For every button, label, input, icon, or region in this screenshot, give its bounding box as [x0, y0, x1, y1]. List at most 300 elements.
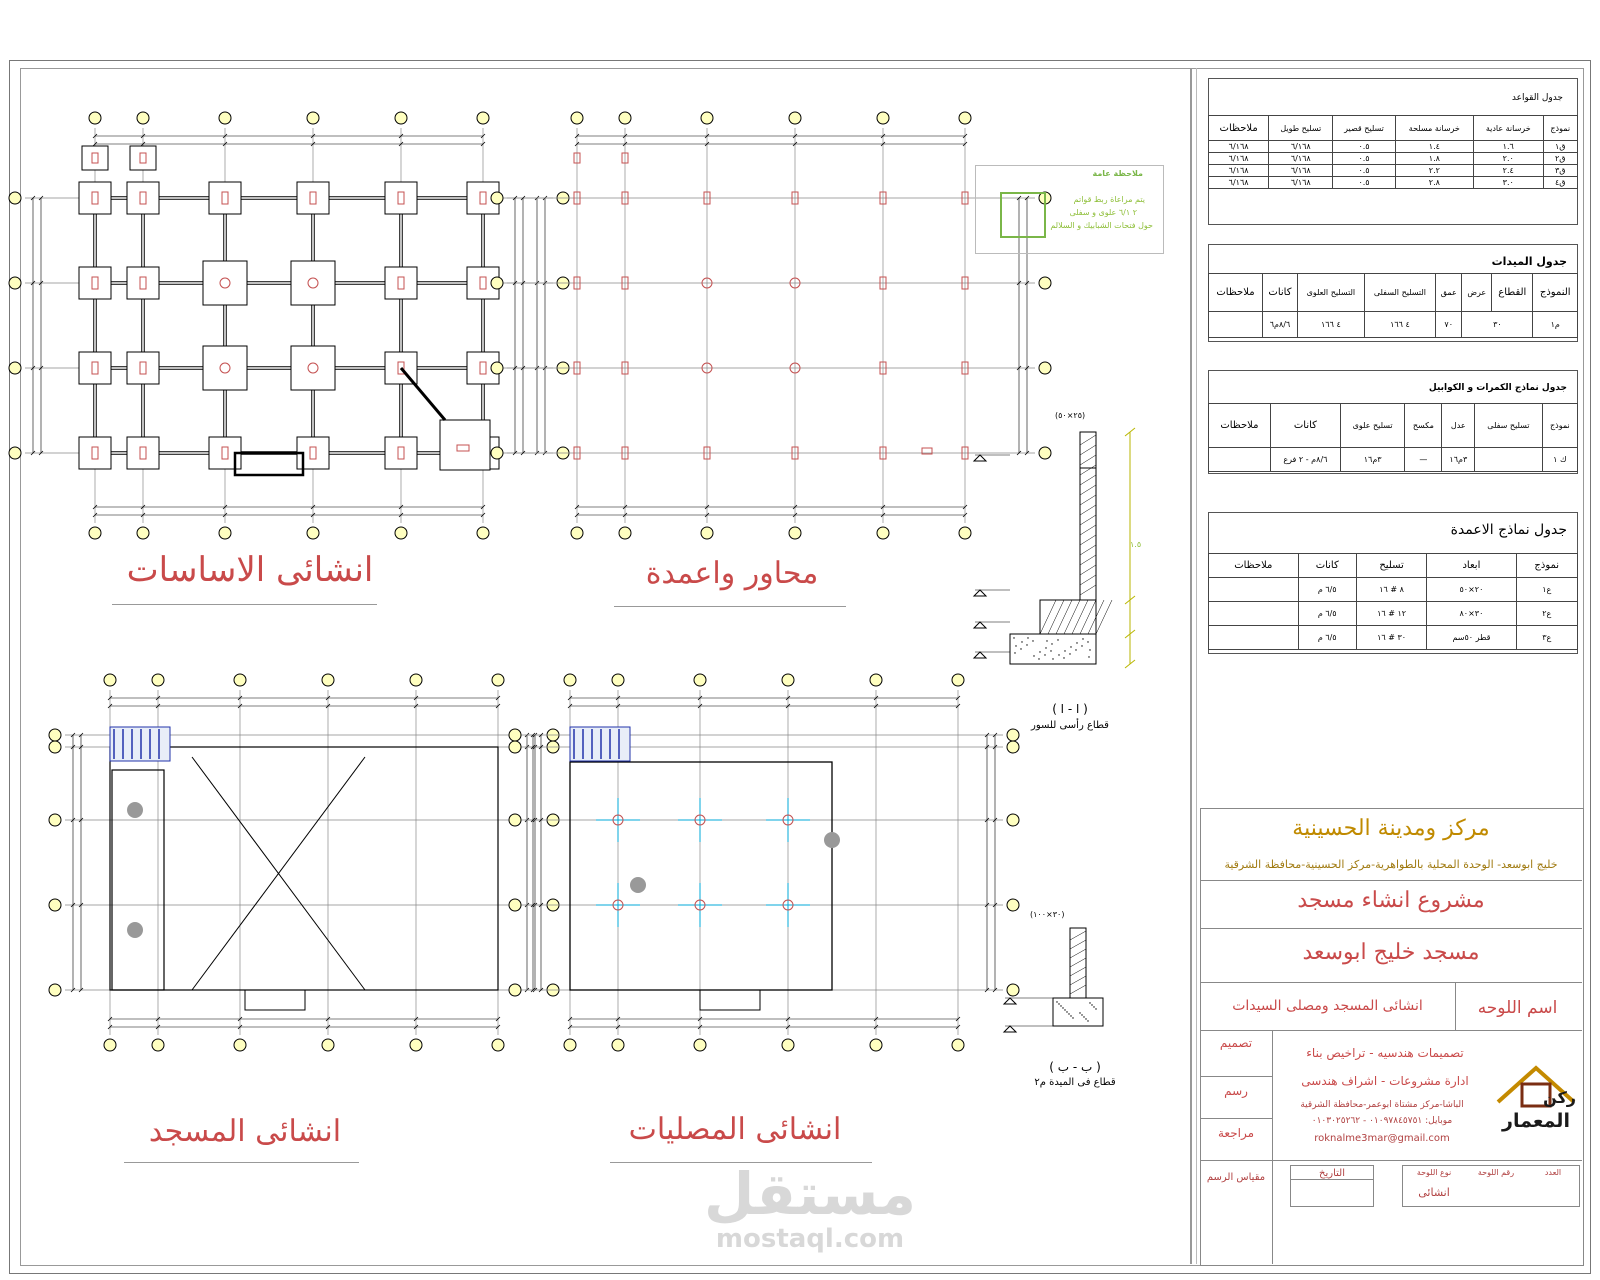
drawing-label: رسم: [1224, 1084, 1248, 1098]
axis-bubble: [1039, 447, 1051, 459]
cantilever-header-stirrups: كانات: [1270, 404, 1340, 448]
footing: [127, 267, 159, 299]
axis-bubble: [509, 729, 521, 741]
slab-outline: [110, 747, 498, 990]
columns-cell: ١٢ # ١٦: [1356, 602, 1427, 626]
columns-cell: ع٢: [1516, 602, 1578, 626]
beams-cell: م١: [1533, 312, 1578, 338]
concrete-dots: [1064, 1009, 1065, 1010]
footing: [291, 346, 335, 390]
columns-cell: ٨ # ١٦: [1356, 578, 1427, 602]
cantilever-header-bent: مكسح: [1405, 404, 1442, 448]
footing: [82, 146, 108, 170]
axis-bubble: [491, 447, 503, 459]
concrete-dots: [1091, 1004, 1092, 1005]
beams-header-width: عرض: [1462, 274, 1492, 312]
sheet-number-label: رقم اللوحة: [1477, 1168, 1515, 1177]
section-b-dim-top: (٣٠×١٠٠): [1030, 910, 1065, 919]
axis-bubble: [1007, 741, 1019, 753]
axis-bubble: [9, 447, 21, 459]
cantilever-cell: ك ١: [1542, 448, 1577, 472]
concrete-dots: [1066, 1011, 1067, 1012]
tie-beam: [401, 368, 445, 420]
concrete-dots: [1039, 651, 1040, 652]
concrete-dots: [1058, 1003, 1059, 1004]
section-hatch: [1064, 600, 1080, 634]
general-note-box: [975, 165, 1164, 254]
axis-bubble: [89, 527, 101, 539]
section-hatch: [1080, 565, 1096, 575]
section-hatch: [1070, 985, 1086, 994]
section-hatch: [1070, 931, 1086, 940]
footing: [203, 261, 247, 305]
concrete-dots: [1081, 645, 1082, 646]
axis-bubble: [789, 112, 801, 124]
stair-detail: [570, 727, 630, 761]
axis-bubble: [509, 899, 521, 911]
concrete-dots: [1033, 655, 1034, 656]
concrete-dots: [1064, 650, 1065, 651]
section-hatch: [1072, 600, 1088, 634]
footings-cell: ٢.٢: [1395, 165, 1473, 177]
table-row: [1209, 312, 1578, 338]
stair-beam: [235, 453, 303, 475]
axis-bubble: [870, 1039, 882, 1051]
mosque-name: مسجد خليج ابوسعد: [1302, 940, 1480, 965]
section-hatch: [1080, 465, 1096, 475]
concrete-dots: [1027, 637, 1028, 638]
general-note-title: ملاحظة عامة: [1092, 169, 1143, 178]
axis-bubble: [49, 741, 61, 753]
axis-bubble: [410, 674, 422, 686]
cantilever-cell: —: [1405, 448, 1442, 472]
cantilever-cell: ٣م١٦: [1442, 448, 1475, 472]
axis-bubble: [870, 674, 882, 686]
total-label: العدد: [1544, 1168, 1562, 1177]
sheet-type-value: انشائى: [1418, 1186, 1450, 1199]
axis-bubble: [104, 674, 116, 686]
axis-bubble: [701, 112, 713, 124]
axis-bubble: [571, 112, 583, 124]
axis-bubble: [104, 1039, 116, 1051]
beams-header-notes: ملاحظات: [1209, 274, 1263, 312]
cantilever-header-notes: ملاحظات: [1209, 404, 1271, 448]
table-row: [1209, 554, 1578, 578]
beams-header-depth: عمق: [1436, 274, 1462, 312]
general-note-line-1: يتم مراعاة ربط قواتم: [1073, 195, 1145, 204]
general-note-line-2: ٢ ٦/١ علوى و سفلى: [1069, 208, 1137, 217]
section-hatch: [1080, 435, 1096, 445]
table-row: [1209, 578, 1578, 602]
section-hatch: [1080, 600, 1096, 634]
footings-cell: ٦/١٦٨: [1209, 165, 1269, 177]
axis-bubble: [395, 112, 407, 124]
footings-cell: ق١: [1543, 141, 1577, 153]
fence-column-section: [1080, 432, 1096, 600]
scale-label: مقياس الرسم: [1206, 1172, 1266, 1183]
axes-columns-title-underline: [614, 606, 846, 607]
columns-cell: ع١: [1516, 578, 1578, 602]
columns-cell: ٦/٥ م: [1298, 602, 1356, 626]
foundations-title: انشائى الاساسات: [126, 550, 374, 590]
scale-divider: [1272, 1160, 1273, 1264]
section-hatch: [1080, 585, 1096, 595]
footings-cell: ٢.٨: [1395, 177, 1473, 189]
concrete-dots: [1089, 649, 1090, 650]
signature-line: [1200, 1076, 1272, 1077]
footings-cell: ٢.٤: [1473, 165, 1543, 177]
table-row: [1209, 177, 1578, 189]
footings-cell: ق٤: [1543, 177, 1577, 189]
axis-bubble: [694, 1039, 706, 1051]
axis-bubble: [782, 674, 794, 686]
review-label: مراجعة: [1217, 1126, 1255, 1140]
cantilever-header-model: نموذج: [1542, 404, 1577, 448]
level-mark: [974, 455, 986, 461]
concrete-dots: [1026, 644, 1027, 645]
stair-landing: [700, 990, 760, 1010]
axis-bubble: [1039, 362, 1051, 374]
table-row: [1209, 404, 1578, 448]
section-hatch: [1070, 949, 1086, 958]
footings-cell: ٦/١٦٨: [1209, 153, 1269, 165]
skylight-opening: [630, 877, 646, 893]
section-hatch: [1080, 515, 1096, 525]
axis-bubble: [612, 674, 624, 686]
section-hatch: [1070, 976, 1086, 985]
cantilever-cell: [1209, 448, 1271, 472]
footings-cell: ٦/١٦٨: [1269, 165, 1333, 177]
concrete-dots: [1060, 1005, 1061, 1006]
concrete-dots: [1088, 656, 1089, 657]
axis-bubble: [491, 192, 503, 204]
beams-cell: ٤ ١٦٦: [1364, 312, 1435, 338]
axis-bubble: [307, 527, 319, 539]
footings-header-notes: ملاحظات: [1209, 116, 1269, 141]
axes-columns-title: محاور واعمدة: [645, 556, 819, 591]
footing: [130, 146, 156, 170]
axis-bubble: [877, 112, 889, 124]
concrete-dots: [1014, 652, 1015, 653]
columns-header-rebar: تسليح: [1356, 554, 1427, 578]
section-hatch: [1080, 495, 1096, 505]
axis-bubble: [1007, 984, 1019, 996]
axis-bubble: [1007, 899, 1019, 911]
footings-cell: ق٢: [1543, 153, 1577, 165]
footing: [385, 182, 417, 214]
concrete-dots: [1038, 658, 1039, 659]
axis-bubble: [219, 527, 231, 539]
section-b-label: ( ب - ب ): [1049, 1060, 1101, 1074]
axis-bubble: [492, 1039, 504, 1051]
level-mark: [974, 652, 986, 658]
footings-header-long: تسليح طويل: [1269, 116, 1333, 141]
table-row: [1209, 116, 1578, 141]
columns-cell: ٣٠×٨٠: [1427, 602, 1516, 626]
beams-cell: ٣٠: [1462, 312, 1533, 338]
title-row-line: [1200, 1160, 1582, 1161]
section-hatch: [1070, 967, 1086, 976]
columns-cell: ٢٠×٥٠: [1427, 578, 1516, 602]
axis-bubble: [959, 112, 971, 124]
project-name: مشروع انشاء مسجد: [1297, 888, 1485, 913]
city-name: مركز ومدينة الحسينية: [1292, 816, 1490, 841]
logo-text: المعمار: [1502, 1110, 1570, 1132]
concrete-dots: [1015, 645, 1016, 646]
mosque-title: انشائى المسجد: [148, 1114, 342, 1149]
sheet-name: انشائى المسجد ومصلى السيدات: [1232, 998, 1423, 1014]
footing: [79, 437, 111, 469]
axis-bubble: [9, 192, 21, 204]
concrete-dots: [1070, 646, 1071, 647]
date-box: [1290, 1165, 1374, 1207]
axis-bubble: [49, 729, 61, 741]
sheet-name-divider: [1455, 982, 1456, 1030]
office-phone: موبايل: ٠١٠٩٧٨٤٥٧٥١ - ٠١٠٣٠٢٥٢٦٢: [1311, 1116, 1453, 1126]
axis-bubble: [619, 112, 631, 124]
table-row: [1209, 274, 1578, 312]
footings-cell: ٦/١٦٨: [1209, 177, 1269, 189]
skylight-opening: [824, 832, 840, 848]
concrete-dots: [1087, 641, 1088, 642]
axis-bubble: [564, 1039, 576, 1051]
concrete-dots: [1089, 1002, 1090, 1003]
prayer-halls-title: انشائى المصليات: [628, 1112, 842, 1147]
concrete-dots: [1056, 1001, 1057, 1002]
footings-cell: ٠.٥: [1333, 153, 1395, 165]
concrete-dots: [1046, 640, 1047, 641]
footing: [79, 267, 111, 299]
footings-header-reinforced: خرسانة مسلحة: [1395, 116, 1473, 141]
general-note-diagram: [1000, 192, 1046, 238]
skylight-opening: [127, 802, 143, 818]
axis-bubble: [1007, 814, 1019, 826]
columns-header-notes: ملاحظات: [1209, 554, 1299, 578]
title-row-line: [1200, 880, 1582, 881]
section-a-dim-top: (٢٥×٥٠): [1055, 411, 1086, 420]
beams-header-section: القطاع: [1492, 274, 1533, 312]
columns-cell: قطر ٥٠سم: [1427, 626, 1516, 650]
section-hatch: [1080, 535, 1096, 545]
mosque-title-underline: [124, 1162, 359, 1163]
section-hatch: [1080, 555, 1096, 565]
concrete-dots: [1068, 1013, 1069, 1014]
axis-bubble: [477, 527, 489, 539]
beams-cell: [1209, 312, 1263, 338]
axis-bubble: [322, 674, 334, 686]
footing: [127, 182, 159, 214]
axis-bubble: [477, 112, 489, 124]
columns-cell: ٦/٥ م: [1298, 578, 1356, 602]
axis-bubble: [491, 277, 503, 289]
date-label: التاريخ: [1291, 1168, 1373, 1180]
axis-bubble: [49, 814, 61, 826]
footings-cell: ١.٦: [1473, 141, 1543, 153]
table-row: [1209, 141, 1578, 153]
concrete-dots: [1093, 1006, 1094, 1007]
axis-bubble: [571, 527, 583, 539]
section-hatch: [1070, 958, 1086, 967]
concrete-dots: [1085, 1018, 1086, 1019]
concrete-dots: [1044, 654, 1045, 655]
cantilever-header-straight: عدل: [1442, 404, 1475, 448]
footing: [291, 261, 335, 305]
axis-bubble: [234, 674, 246, 686]
project-location: خليج ابوسعد- الوحدة المحلية بالطواهرية-مركز الحسينية-محافظة الشرقية: [1224, 858, 1558, 871]
axis-bubble: [701, 527, 713, 539]
footings-cell: ق٣: [1543, 165, 1577, 177]
level-mark: [974, 590, 986, 596]
section-hatch: [1048, 600, 1064, 634]
axis-bubble: [492, 674, 504, 686]
axis-bubble: [789, 527, 801, 539]
tie-beam-section: [1040, 600, 1096, 634]
signature-line: [1200, 1118, 1272, 1119]
axis-bubble: [234, 1039, 246, 1051]
footing: [127, 437, 159, 469]
concrete-dots: [1013, 637, 1014, 638]
beams-cell: ٨/٦م٦: [1262, 312, 1297, 338]
footings-cell: ٦/١٦٨: [1209, 141, 1269, 153]
concrete-dots: [1032, 640, 1033, 641]
section-hatch: [1080, 475, 1096, 485]
section-hatch: [1040, 600, 1056, 634]
office-logo: [1492, 1058, 1580, 1138]
section-hatch: [1080, 485, 1096, 495]
concrete-dots: [1052, 658, 1053, 659]
skylight-opening: [127, 922, 143, 938]
axis-bubble: [509, 741, 521, 753]
axis-bubble: [509, 984, 521, 996]
cantilever-table: [1208, 403, 1578, 472]
concrete-dots: [1058, 654, 1059, 655]
table-row: [1209, 602, 1578, 626]
axis-bubble: [49, 899, 61, 911]
axis-bubble: [877, 527, 889, 539]
concrete-dots: [1082, 638, 1083, 639]
columns-header-dims: ابعاد: [1427, 554, 1516, 578]
cantilever-table-title: جدول نماذج الكمرات و الكوابيل: [1428, 383, 1567, 393]
cantilever-cell: [1475, 448, 1543, 472]
concrete-dots: [1081, 1014, 1082, 1015]
concrete-dots: [1045, 647, 1046, 648]
concrete-dots: [1072, 1017, 1073, 1018]
beams-header-model: النموذج: [1533, 274, 1578, 312]
axis-bubble: [782, 1039, 794, 1051]
columns-cell: [1209, 602, 1299, 626]
footings-table: [1208, 115, 1578, 189]
level-mark: [1004, 998, 1016, 1004]
concrete-dots: [1050, 650, 1051, 651]
beams-header-stirrups: كانات: [1262, 274, 1297, 312]
footings-header-short: تسليح قصير: [1333, 116, 1395, 141]
section-hatch: [1080, 505, 1096, 515]
concrete-dots: [1070, 1015, 1071, 1016]
columns-table: [1208, 553, 1578, 650]
footing: [79, 352, 111, 384]
section-hatch: [1070, 940, 1086, 949]
plain-concrete-section: [1053, 998, 1103, 1026]
level-mark: [1004, 1026, 1016, 1032]
columns-cell: ع٣: [1516, 626, 1578, 650]
beams-header-bottom: التسليح السفلى: [1364, 274, 1435, 312]
axis-bubble: [322, 1039, 334, 1051]
footing: [79, 182, 111, 214]
footing: [297, 182, 329, 214]
section-hatch: [1080, 545, 1096, 555]
design-label: تصميم: [1219, 1036, 1253, 1050]
concrete-dots: [1076, 642, 1077, 643]
axis-bubble: [509, 814, 521, 826]
beams-header-top: التسليح العلوى: [1297, 274, 1364, 312]
axis-bubble: [152, 1039, 164, 1051]
axis-bubble: [491, 362, 503, 374]
section-a-label: ( ا - ا ): [1052, 702, 1088, 716]
foundations-title-underline: [112, 604, 377, 605]
footings-table-title: جدول القواعد: [1511, 93, 1563, 103]
beams-cell: ٤ ١٦٦: [1297, 312, 1364, 338]
concrete-dots: [1021, 641, 1022, 642]
columns-cell: ٦/٥ م: [1298, 626, 1356, 650]
section-hatch: [1096, 600, 1112, 634]
section-hatch: [1080, 525, 1096, 535]
concrete-dots: [1087, 1020, 1088, 1021]
axis-bubble: [619, 527, 631, 539]
cantilever-cell: ٨/٦م - ٢ فرع: [1270, 448, 1340, 472]
slab-outline: [570, 762, 832, 990]
concrete-dots: [1079, 1012, 1080, 1013]
footings-cell: ٠.٥: [1333, 177, 1395, 189]
stair-landing: [245, 990, 305, 1010]
footings-cell: ١.٤: [1395, 141, 1473, 153]
concrete-dots: [1083, 1016, 1084, 1017]
columns-cell: [1209, 578, 1299, 602]
stair-detail: [110, 727, 170, 761]
axis-bubble: [564, 674, 576, 686]
axis-bubble: [959, 527, 971, 539]
title-row-line: [1200, 928, 1582, 929]
table-row: [1209, 448, 1578, 472]
footing: [127, 352, 159, 384]
logo-small-text: ركن: [1543, 1088, 1576, 1107]
axis-bubble: [612, 1039, 624, 1051]
watermark-arabic: مستقل: [703, 1160, 917, 1228]
section-a-caption: قطاع رأسى للسور: [1031, 720, 1109, 731]
office-services-line-1: تصميمات هندسيه - تراخيص بناء: [1306, 1046, 1464, 1060]
axis-bubble: [137, 527, 149, 539]
table-row: [1209, 153, 1578, 165]
columns-cell: ٣٠ # ١٦: [1356, 626, 1427, 650]
axis-bubble: [952, 674, 964, 686]
level-mark: [974, 622, 986, 628]
axis-bubble: [49, 984, 61, 996]
table-row: [1209, 165, 1578, 177]
office-services-line-2: ادارة مشروعات - اشراف هندسى: [1301, 1074, 1469, 1088]
section-hatch: [1080, 445, 1096, 455]
axis-bubble: [395, 527, 407, 539]
beams-cell: ٧٠: [1436, 312, 1462, 338]
office-address: الباشا-مركز مشتاة ابوعمر-محافظة الشرقية: [1300, 1100, 1464, 1110]
concrete-dots: [1057, 639, 1058, 640]
section-hatch: [1080, 455, 1096, 465]
columns-header-stirrups: كانات: [1298, 554, 1356, 578]
section-hatch: [1056, 600, 1072, 634]
axis-bubble: [9, 362, 21, 374]
footing: [203, 346, 247, 390]
concrete-dots: [1069, 653, 1070, 654]
axis-bubble: [89, 112, 101, 124]
concrete-dots: [1063, 657, 1064, 658]
